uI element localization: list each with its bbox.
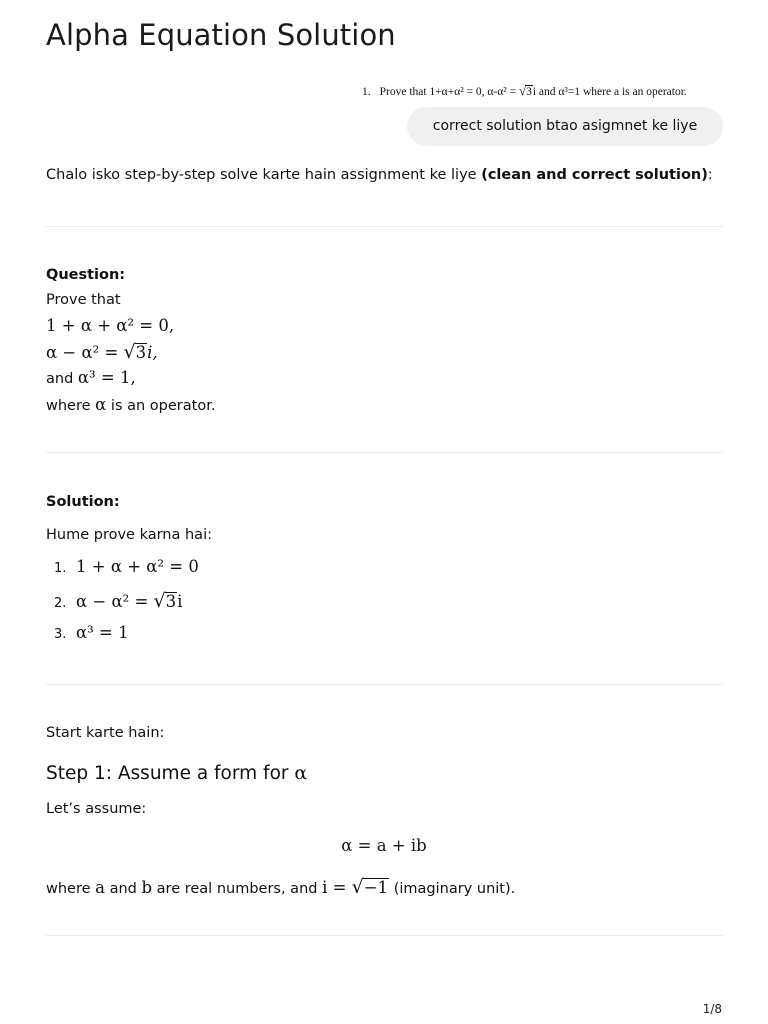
solution-intro: Hume prove karna hai: [46,527,212,543]
question-eq3 [46,368,136,387]
step1-heading-text: Step 1: Assume a form for [46,763,295,784]
divider [46,684,723,685]
prove-that-text: Prove that [46,292,121,308]
assumption-equation: α = a + ib [341,836,427,855]
list-item [54,557,199,576]
where-var: α [95,395,107,414]
question-where [46,395,215,414]
where-prefix: where [46,398,96,414]
where-line-mid: are real numbers, and [152,881,323,897]
list-expr-root: 3 [165,592,177,611]
list-number: 2. [54,596,67,611]
divider [46,452,723,453]
intro-suffix: : [707,167,713,183]
question-eq2 [46,341,158,363]
question-eq1: 1 + α + α² = 0, [46,316,175,335]
page-title: Alpha Equation Solution [46,18,396,52]
snippet-root: 3 [526,86,532,98]
where-suffix: is an operator. [106,398,216,414]
lets-assume-text: Let’s assume: [46,801,147,817]
var-a: a [95,878,105,897]
list-number: 1. [54,561,67,576]
user-message-bubble: correct solution btao asigmnet ke liye [407,107,723,146]
list-expr-left: α − α² = [76,592,154,611]
intro-paragraph [46,167,713,183]
sqrt-symbol: √ [351,876,364,898]
where-line [46,876,515,898]
page-number: 1/8 [702,1002,722,1016]
solution-label: Solution: [46,494,120,510]
divider [46,226,723,227]
eq2-right: i, [147,343,158,362]
list-expr: α³ = 1 [76,623,129,642]
list-expr: 1 + α + α² = 0 [76,557,199,576]
sqrt-symbol: √ [123,341,136,363]
question-label: Question: [46,267,126,283]
eq3-prefix: and [46,371,78,387]
where-line-and: and [105,881,142,897]
sqrt-symbol: √ [153,590,166,612]
eq2-left: α − α² = [46,343,124,362]
root-minus-one: −1 [363,878,389,897]
snippet-text-before: Prove that 1+α+α² = 0, α-α² = [379,86,519,98]
list-item [54,590,182,612]
intro-text: Chalo isko step-by-step solve karte hain assignment ke liye [46,167,482,183]
question-image-snippet [354,78,722,104]
snippet-text-after: i and α³=1 where a is an operator. [532,86,687,98]
list-item [54,623,129,642]
where-line-prefix: where [46,881,96,897]
snippet-number: 1. [362,86,371,98]
divider [46,935,723,936]
eq2-root: 3 [135,343,147,362]
var-b: b [141,878,153,897]
step1-heading-var: α [294,762,308,784]
var-i: i = [322,878,352,897]
where-line-suffix: (imaginary unit). [389,881,516,897]
list-expr-right: i [177,592,183,611]
start-text: Start karte hain: [46,725,165,741]
sqrt-symbol: √ [518,83,527,98]
list-number: 3. [54,627,67,642]
step1-heading [46,762,307,784]
eq3-expr: α³ = 1, [77,368,136,387]
intro-bold: (clean and correct solution) [481,167,708,183]
